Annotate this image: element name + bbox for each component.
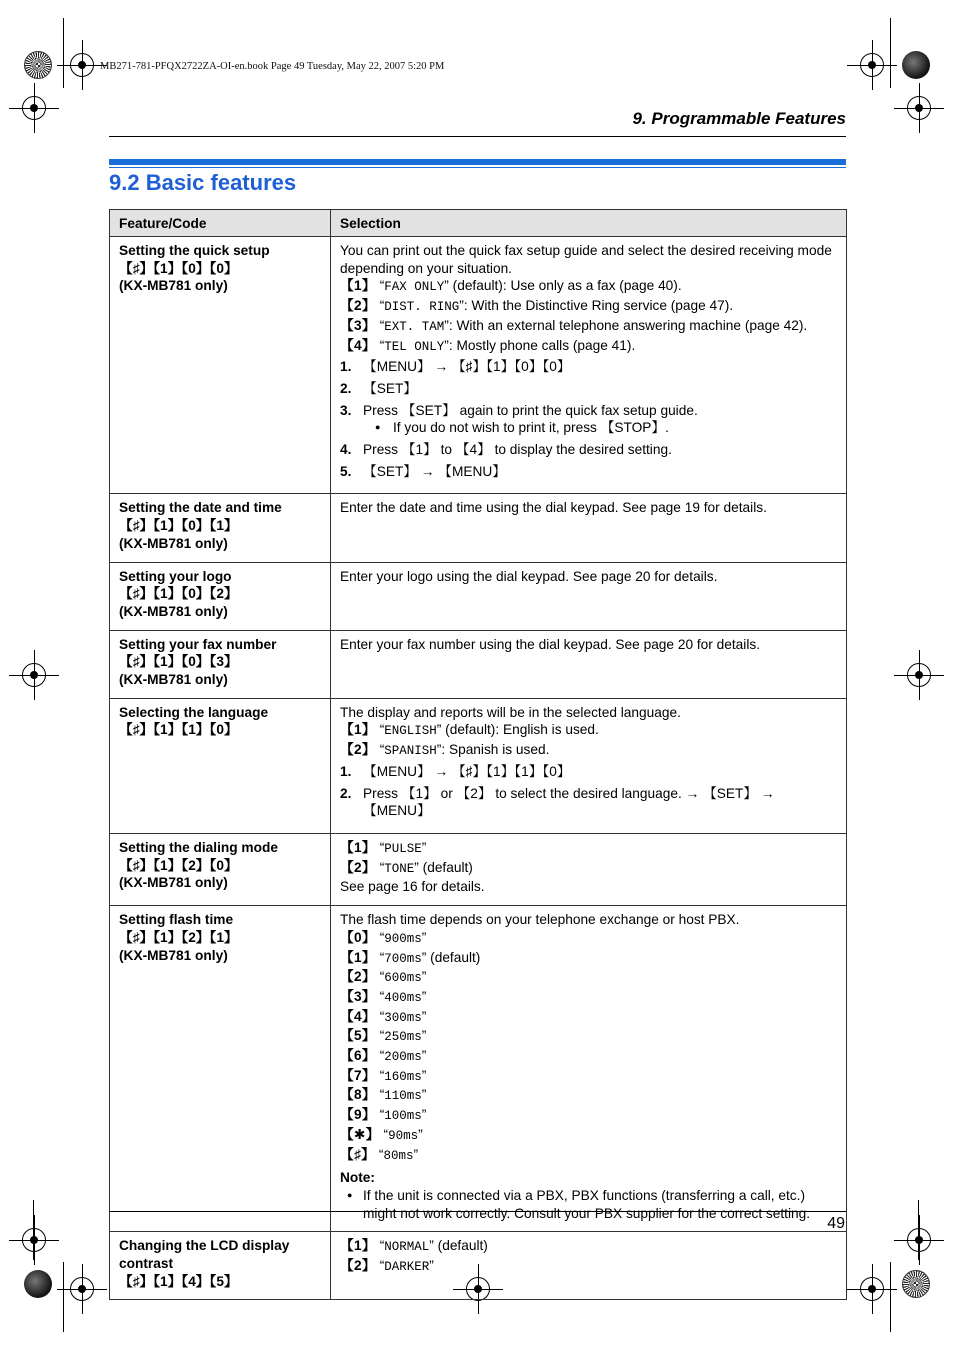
option-key: 【7】 xyxy=(340,1067,376,1083)
registration-mark xyxy=(70,1277,94,1301)
table-row xyxy=(110,237,847,494)
selection-intro: Enter your logo using the dial keypad. See page 20 for details. xyxy=(340,568,718,584)
column-header-feature: Feature/Code xyxy=(110,210,331,237)
quote-close: ” xyxy=(413,1146,419,1162)
step-text: Press 【SET】 again to print the quick fax setup guide. xyxy=(363,402,698,418)
quote-open: “ xyxy=(375,929,385,945)
table-row xyxy=(110,833,847,905)
option-line xyxy=(340,741,837,761)
registration-mark xyxy=(907,96,931,120)
quote-open: “ xyxy=(379,1126,389,1142)
option-line xyxy=(340,1257,837,1277)
step-item xyxy=(340,402,837,437)
option-value: TONE xyxy=(384,861,415,876)
feature-cell xyxy=(110,833,331,905)
step-item xyxy=(340,463,837,481)
registration-mark xyxy=(907,663,931,687)
option-key: 【0】 xyxy=(340,929,376,945)
registration-mark xyxy=(860,1277,884,1301)
option-desc: (default) xyxy=(418,859,473,875)
selection-intro: The flash time depends on your telephone exchange or host PBX. xyxy=(340,912,740,928)
dark-dot-mark xyxy=(24,1270,52,1298)
feature-name: Selecting the language xyxy=(119,704,269,720)
option-line xyxy=(340,988,837,1008)
quote-close: ” xyxy=(429,1258,434,1274)
option-value: TEL ONLY xyxy=(384,339,445,354)
quote-close: ” xyxy=(421,949,427,965)
registration-mark xyxy=(22,1228,46,1252)
option-value: NORMAL xyxy=(384,1240,430,1255)
option-desc: (default) xyxy=(433,1238,488,1254)
option-line xyxy=(340,1126,837,1146)
registration-mark xyxy=(70,53,94,77)
option-desc: : With the Distinctive Ring service (page 47). xyxy=(463,298,734,314)
selection-cell xyxy=(331,494,847,562)
crop-line xyxy=(63,1262,64,1332)
option-line xyxy=(340,1067,837,1087)
quote-open: “ xyxy=(375,1146,384,1162)
option-value: ENGLISH xyxy=(384,724,437,739)
quote-open: “ xyxy=(375,298,385,314)
quote-open: “ xyxy=(375,859,385,875)
section-bar xyxy=(109,159,846,165)
quote-close: ” xyxy=(444,317,449,333)
quote-close: ” xyxy=(436,722,442,738)
option-key: 【4】 xyxy=(340,1008,376,1024)
crop-line xyxy=(890,18,891,88)
option-key: 【1】 xyxy=(340,1238,376,1254)
quote-open: “ xyxy=(375,1087,385,1103)
option-line xyxy=(340,1146,837,1166)
option-desc: : Mostly phone calls (page 41). xyxy=(448,337,636,353)
option-value: 160ms xyxy=(384,1069,422,1084)
option-line xyxy=(340,839,837,859)
option-key: 【9】 xyxy=(340,1107,376,1123)
quote-close: ” xyxy=(421,1048,427,1064)
feature-code: 【♯】【1】【0】【0】 xyxy=(119,260,238,276)
quote-close: ” xyxy=(421,1008,427,1024)
feature-code: 【♯】【1】【2】【1】 xyxy=(119,929,238,945)
quote-open: “ xyxy=(375,1258,385,1274)
feature-cell xyxy=(110,698,331,833)
quote-open: “ xyxy=(375,988,385,1004)
table-header-row xyxy=(110,210,847,237)
note-text: ● If the unit is connected via a PBX, PBX functions (transferring a call, etc.) might not work correctly. Consult your PBX supplier for the correct setting. xyxy=(340,1187,837,1222)
quote-close: ” xyxy=(421,929,427,945)
option-key: 【1】 xyxy=(340,278,376,294)
table-row xyxy=(110,906,847,1232)
option-value: 110ms xyxy=(384,1089,422,1104)
starburst-mark xyxy=(902,1270,930,1298)
option-key: 【1】 xyxy=(340,839,376,855)
step-bullet: ● If you do not wish to print it, press 【STOP】. xyxy=(363,419,837,437)
step-text: Press 【1】 or 【2】 to select the desired language. → 【SET】 → 【MENU】 xyxy=(363,785,775,819)
feature-name: Setting flash time xyxy=(119,912,234,928)
selection-cell xyxy=(331,562,847,630)
option-value: 80ms xyxy=(383,1148,414,1163)
dark-dot-mark xyxy=(902,51,930,79)
quote-close: ” xyxy=(421,839,427,855)
feature-name: Setting your fax number xyxy=(119,636,277,652)
crop-line xyxy=(33,1200,34,1260)
step-item xyxy=(340,441,837,459)
option-line xyxy=(340,968,837,988)
quote-open: “ xyxy=(375,1067,385,1083)
quote-close: ” xyxy=(444,278,449,294)
step-text: 【SET】 xyxy=(363,380,417,396)
option-key: 【2】 xyxy=(340,1258,376,1274)
option-value: DIST. RING xyxy=(384,300,460,315)
option-desc: : Spanish is used. xyxy=(441,742,550,758)
step-text: 【SET】 → 【MENU】 xyxy=(363,463,506,479)
option-key: 【5】 xyxy=(340,1028,376,1044)
footer-rule xyxy=(109,1211,846,1212)
quote-close: ” xyxy=(429,1238,434,1254)
option-line xyxy=(340,859,837,879)
step-number: 4. xyxy=(340,442,352,458)
step-text: 【MENU】 → 【♯】【1】【1】【0】 xyxy=(363,763,571,779)
option-value: 600ms xyxy=(384,971,422,986)
feature-code: 【♯】【1】【2】【0】 xyxy=(119,857,238,873)
quote-open: “ xyxy=(375,742,385,758)
option-line xyxy=(340,1008,837,1028)
option-key: 【2】 xyxy=(340,742,376,758)
quote-open: “ xyxy=(375,1008,385,1024)
selection-cell xyxy=(331,1232,847,1300)
option-desc: (default): English is used. xyxy=(441,722,599,738)
step-number: 3. xyxy=(340,402,352,418)
option-line xyxy=(340,949,837,969)
quote-open: “ xyxy=(375,1107,385,1123)
chapter-title: 9. Programmable Features xyxy=(632,109,846,128)
quote-open: “ xyxy=(375,278,385,294)
step-number: 1. xyxy=(340,359,352,375)
step-item xyxy=(340,380,837,398)
header-rule xyxy=(109,136,846,137)
feature-model: (KX-MB781 only) xyxy=(119,278,228,294)
quote-close: ” xyxy=(444,337,449,353)
selection-intro: Enter the date and time using the dial keypad. See page 19 for details. xyxy=(340,500,767,516)
selection-cell xyxy=(331,237,847,494)
feature-model: (KX-MB781 only) xyxy=(119,672,228,688)
option-value: PULSE xyxy=(384,841,422,856)
option-value: 100ms xyxy=(384,1109,422,1124)
feature-code: 【♯】【1】【4】【5】 xyxy=(119,1273,238,1289)
crop-line xyxy=(918,1200,919,1260)
registration-mark xyxy=(22,96,46,120)
option-value: DARKER xyxy=(384,1260,430,1275)
feature-cell xyxy=(110,906,331,1232)
feature-code: 【♯】【1】【1】【0】 xyxy=(119,722,238,738)
option-line xyxy=(340,297,837,317)
step-number: 2. xyxy=(340,785,352,801)
registration-mark xyxy=(22,663,46,687)
registration-mark xyxy=(907,1228,931,1252)
selection-cell xyxy=(331,698,847,833)
quote-close: ” xyxy=(459,298,464,314)
table-row xyxy=(110,562,847,630)
quote-open: “ xyxy=(375,1028,385,1044)
quote-close: ” xyxy=(421,1028,427,1044)
option-key: 【2】 xyxy=(340,969,376,985)
feature-name: Setting your logo xyxy=(119,568,232,584)
table-row xyxy=(110,698,847,833)
option-value: 90ms xyxy=(388,1128,419,1143)
feature-cell xyxy=(110,1232,331,1300)
feature-model: (KX-MB781 only) xyxy=(119,535,228,551)
option-line xyxy=(340,1047,837,1067)
quote-close: ” xyxy=(436,742,442,758)
option-value: 400ms xyxy=(384,990,422,1005)
feature-code: 【♯】【1】【0】【2】 xyxy=(119,586,238,602)
option-key: 【8】 xyxy=(340,1087,376,1103)
option-line xyxy=(340,337,837,357)
selection-intro: The display and reports will be in the selected language. xyxy=(340,704,681,720)
step-text: Press 【1】 to 【4】 to display the desired setting. xyxy=(363,442,672,458)
quote-close: ” xyxy=(421,988,427,1004)
option-line xyxy=(340,317,837,337)
option-value: 200ms xyxy=(384,1050,422,1065)
step-item xyxy=(340,358,837,376)
option-value: 700ms xyxy=(384,951,422,966)
feature-name: Setting the date and time xyxy=(119,500,282,516)
quote-open: “ xyxy=(375,337,385,353)
step-item xyxy=(340,763,837,781)
option-line xyxy=(340,1237,837,1257)
option-value: 900ms xyxy=(384,931,422,946)
feature-code: 【♯】【1】【0】【1】 xyxy=(119,518,238,534)
step-item xyxy=(340,785,837,820)
quote-open: “ xyxy=(375,1048,385,1064)
option-key: 【6】 xyxy=(340,1048,376,1064)
quote-close: ” xyxy=(421,1067,427,1083)
option-line xyxy=(340,929,837,949)
table-row xyxy=(110,1232,847,1300)
selection-cell xyxy=(331,906,847,1232)
option-line xyxy=(340,277,837,297)
selection-intro: You can print out the quick fax setup guide and select the desired receiving mode depending on your situation. xyxy=(340,243,832,276)
starburst-mark xyxy=(24,51,52,79)
feature-cell xyxy=(110,494,331,562)
registration-mark xyxy=(860,53,884,77)
crop-line xyxy=(890,1262,891,1332)
option-key: 【♯】 xyxy=(340,1146,376,1162)
option-desc: (default): Use only as a fax (page 40). xyxy=(448,278,682,294)
table-row xyxy=(110,494,847,562)
column-header-selection: Selection xyxy=(331,210,847,237)
feature-model: (KX-MB781 only) xyxy=(119,875,228,891)
quote-close: ” xyxy=(418,1126,423,1142)
option-line xyxy=(340,1106,837,1126)
note-label: Note: xyxy=(340,1170,375,1186)
option-key: 【4】 xyxy=(340,337,376,353)
feature-cell xyxy=(110,562,331,630)
quote-close: ” xyxy=(414,859,419,875)
option-key: 【3】 xyxy=(340,317,376,333)
steps-list xyxy=(340,358,837,480)
selection-outro: See page 16 for details. xyxy=(340,879,485,895)
option-line xyxy=(340,1027,837,1047)
features-table xyxy=(109,209,847,1300)
quote-open: “ xyxy=(375,1238,385,1254)
table-row xyxy=(110,630,847,698)
step-number: 1. xyxy=(340,763,352,779)
feature-name: Changing the LCD display contrast xyxy=(119,1238,290,1272)
option-line xyxy=(340,721,837,741)
option-line xyxy=(340,1086,837,1106)
option-value: EXT. TAM xyxy=(384,319,445,334)
feature-cell xyxy=(110,630,331,698)
option-value: FAX ONLY xyxy=(384,280,445,295)
option-value: SPANISH xyxy=(384,744,437,759)
quote-close: ” xyxy=(421,969,427,985)
quote-open: “ xyxy=(375,317,385,333)
selection-cell xyxy=(331,833,847,905)
option-value: 300ms xyxy=(384,1010,422,1025)
section-bar-thin xyxy=(109,167,846,168)
step-number: 2. xyxy=(340,380,352,396)
selection-intro: Enter your fax number using the dial keypad. See page 20 for details. xyxy=(340,636,761,652)
feature-code: 【♯】【1】【0】【3】 xyxy=(119,654,238,670)
option-desc: (default) xyxy=(426,949,481,965)
option-value: 250ms xyxy=(384,1030,422,1045)
quote-close: ” xyxy=(421,1107,427,1123)
page-number: 49 xyxy=(827,1215,845,1232)
step-text: 【MENU】 → 【♯】【1】【0】【0】 xyxy=(363,359,571,375)
quote-open: “ xyxy=(375,969,385,985)
steps-list xyxy=(340,763,837,820)
feature-cell xyxy=(110,237,331,494)
crop-line xyxy=(63,18,64,88)
option-key: 【1】 xyxy=(340,949,376,965)
option-key: 【2】 xyxy=(340,298,376,314)
quote-open: “ xyxy=(375,839,385,855)
option-key: 【3】 xyxy=(340,988,376,1004)
feature-model: (KX-MB781 only) xyxy=(119,603,228,619)
option-key: 【1】 xyxy=(340,722,376,738)
feature-name: Setting the dialing mode xyxy=(119,839,278,855)
section-title: 9.2 Basic features xyxy=(109,170,297,195)
feature-model: (KX-MB781 only) xyxy=(119,947,228,963)
quote-open: “ xyxy=(375,722,385,738)
option-key: 【✱】 xyxy=(340,1126,380,1142)
quote-open: “ xyxy=(375,949,385,965)
print-info: MB271-781-PFQX2722ZA-OI-en.book Page 49 Tuesday, May 22, 2007 5:20 PM xyxy=(100,61,445,72)
quote-close: ” xyxy=(421,1087,427,1103)
step-number: 5. xyxy=(340,463,352,479)
selection-cell xyxy=(331,630,847,698)
option-desc: : With an external telephone answering machine (page 42). xyxy=(448,317,808,333)
feature-name: Setting the quick setup xyxy=(119,243,270,258)
option-key: 【2】 xyxy=(340,859,376,875)
